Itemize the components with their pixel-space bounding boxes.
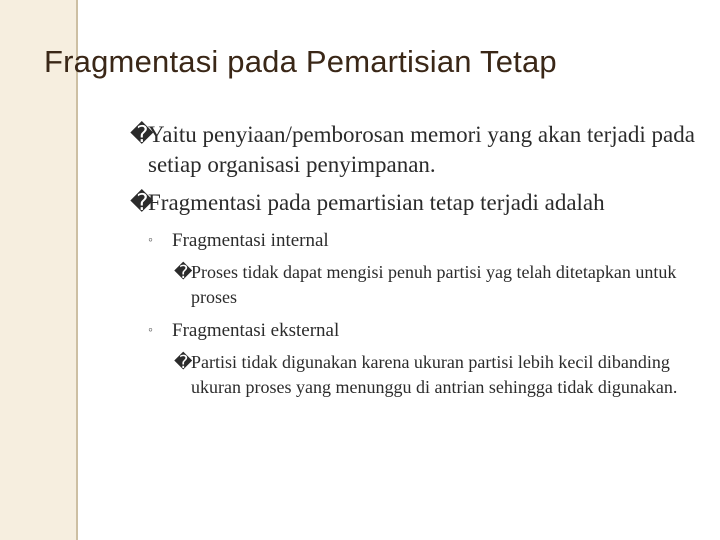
- sub-bullet-glyph: ◦: [148, 233, 153, 248]
- bullet-glyph: �: [130, 122, 154, 147]
- bullet-glyph: �: [174, 352, 193, 372]
- sub-bullet-internal: [130, 228, 700, 254]
- detail-internal: [130, 260, 700, 310]
- bullet-definition: [130, 120, 700, 180]
- bullet-fragmentation: [130, 188, 700, 218]
- decorative-side-band: [0, 0, 78, 540]
- bullet-glyph: �: [174, 262, 193, 282]
- sub-points: [130, 228, 700, 400]
- bullet-glyph: �: [130, 190, 154, 215]
- bullet-fragmentation-text: Fragmentasi pada pemartisian tetap terjadi adalah: [148, 190, 605, 215]
- detail-external-text: Partisi tidak digunakan karena ukuran partisi lebih kecil dibanding ukuran proses yang menunggu di antrian sehingga tidak digunakan.: [191, 352, 678, 397]
- bullet-definition-text: Yaitu penyiaan/pemborosan memori yang akan terjadi pada setiap organisasi penyimpanan.: [148, 122, 695, 177]
- sub-bullet-external-text: Fragmentasi eksternal: [172, 320, 340, 341]
- sub-bullet-internal-text: Fragmentasi internal: [172, 230, 329, 251]
- sub-bullet-glyph: ◦: [148, 323, 153, 338]
- detail-internal-text: Proses tidak dapat mengisi penuh partisi yag telah ditetapkan untuk proses: [191, 262, 677, 307]
- slide-content: [130, 120, 700, 408]
- detail-external: [130, 350, 700, 400]
- slide-title: Fragmentasi pada Pemartisian Tetap: [44, 44, 557, 79]
- sub-bullet-external: [130, 318, 700, 344]
